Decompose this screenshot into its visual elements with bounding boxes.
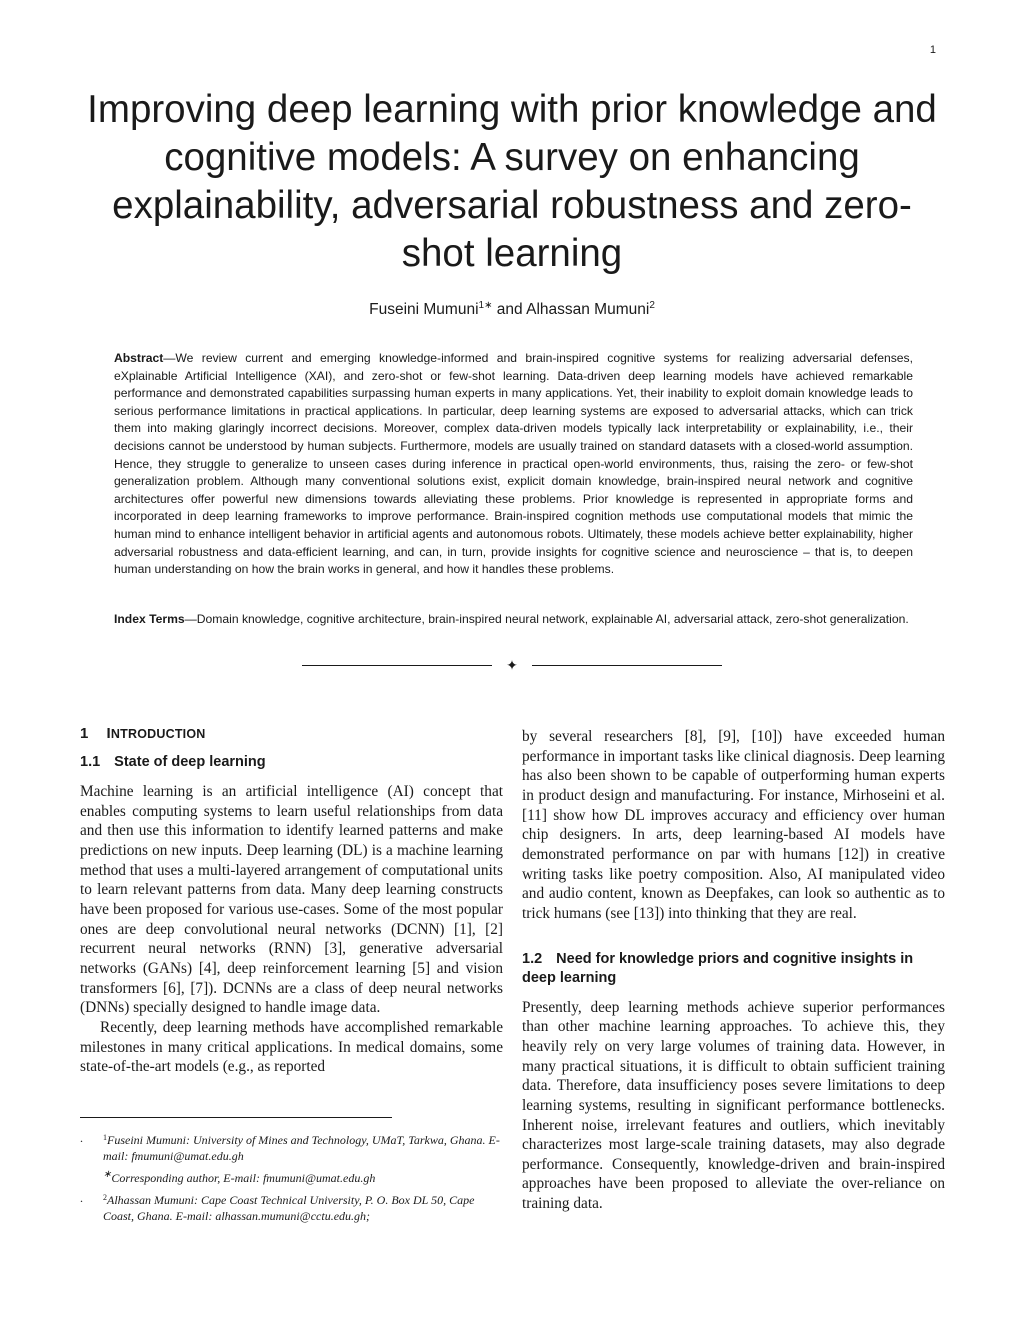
footnote-1 [80,1130,503,1165]
footnote-2 [80,1190,503,1225]
page-number: 1 [929,44,936,56]
author-1-affiliation-mark: 1∗ [478,300,493,311]
subsection-heading-1-1 [80,753,503,772]
section-heading-introduction [80,724,503,744]
footnote-corresponding-text: Corresponding author, E-mail: fmumuni@umat.edu.gh [111,1170,376,1185]
section-title-rest: NTRODUCTION [110,727,206,741]
divider-left-rule [302,665,492,666]
footnote-2-text: Alhassan Mumuni: Cape Coast Technical University, P. O. Box DL 50, Cape Coast, Ghana. E-mail: alhassan.mumuni@cctu.edu.gh; [103,1192,475,1224]
section-number: 1 [80,725,89,742]
subsection-title: State of deep learning [114,754,266,770]
footnote-corresponding [80,1167,503,1186]
divider-star-icon: ✦ [506,658,518,674]
footnotes [80,1130,503,1226]
author-line [0,300,1024,319]
subsection-heading-1-2 [522,950,945,988]
subsection-number: 1.1 [80,754,101,770]
footnote-1-text: Fuseini Mumuni: University of Mines and Technology, UMaT, Tarkwa, Ghana. E-mail: fmumuni@umat.edu.gh [103,1133,500,1164]
abstract-label: Abstract [114,351,164,365]
paragraph-1-1-b: Recently, deep learning methods have accomplished remarkable milestones in many critical applications. In medical domains, some state-of-the-art models (e.g., as reported [80,1018,503,1076]
right-column [522,727,945,1214]
footnote-bullet: . [80,1190,83,1205]
author-joiner: and [492,301,527,318]
section-title-initial: I [106,725,111,742]
subsection-number: 1.2 [522,950,543,967]
index-terms-text: —Domain knowledge, cognitive architecture, brain-inspired neural network, explainable AI, adversarial attack, zero-shot generalization. [184,612,909,626]
subsection-title: Need for knowledge priors and cognitive insights in deep learning [522,950,914,986]
paper-title: Improving deep learning with prior knowledge and cognitive models: A survey on enhancing explainability, adversarial robustness and zero-shot learning [87,88,937,275]
index-terms [114,611,913,629]
paragraph-1-1-a: Machine learning is an artificial intelligence (AI) concept that enables computing systems to learn useful relationships from data and then use this information to identify learned patterns and make predictions on new inputs. Deep learning (DL) is a machine learning method that uses a multi-layered arrangement of computational units to learn relevant patterns from data. Many deep learning constructs have been proposed for various use-cases. Some of the most popular ones are deep convolutional neural networks (DCNN) [1], [2] recurrent neural networks (RNN) [3], generative adversarial networks (GANs) [4], deep reinforcement learning [5] and vision transformers [6], [7]). DCNNs are a class of deep neural networks (DNNs) specially designed to handle image data. [80,783,503,1017]
footnote-bullet: . [80,1131,83,1145]
abstract-text: —We review current and emerging knowledge-informed and brain-inspired cognitive systems for realizing adversarial defenses, eXplainable Artificial Intelligence (XAI), and zero-shot or few-shot learning. Data-driven deep learning models have achieved remarkable performance and demonstrated capabilities surpassing human experts in many applications. Yet, their inability to exploit domain knowledge leads to serious performance limitations in practical applications. In particular, deep learning systems are exposed to adversarial attacks, which can trick them into making glaringly incorrect decisions. Moreover, complex data-driven models typically lack interpretability or explainability, i.e., their decisions cannot be understood by human subjects. Furthermore, models are usually trained on standard datasets with a closed-world assumption. Hence, they struggle to generalize to unseen cases during inference in practical open-world environments, thus, raising the zero- or few-shot generalization problem. Although many conventional solutions exist, explicit domain knowledge, brain-inspired neural network and cognitive architectures offer powerful new dimensions towards alleviating these problems. Prior knowledge is represented in appropriate forms and incorporated in deep learning frameworks to improve performance. Brain-inspired cognition methods use computational models that mimic the human mind to enhance intelligent behavior in artificial agents and autonomous robots. Ultimately, these models achieve better explainability, higher adversarial robustness and data-efficient learning, and can, in turn, provide insights for cognitive science and neuroscience – that is, to deepen human understanding on how the brain works in general, and how it handles these problems. [114,351,913,577]
footnote-1-mark: 1 [103,1133,107,1142]
footnote-corresponding-mark: ∗ [103,1168,112,1180]
author-2-name: Alhassan Mumuni [526,301,650,318]
abstract [114,350,913,579]
paragraph-1-2-a: Presently, deep learning methods achieve superior performances than other machine learning approaches. To achieve this, they heavily rely on very large volumes of training data. However, in many practical situations, it is difficult to obtain sufficient training data. Therefore, data insufficiency poses severe limitations to deep learning systems, resulting in significant performance bottlenecks. Inherent noise, irrelevant features and outliers, which inevitably characterizes most large-scale training datasets, may also degrade performance. Consequently, knowledge-driven and brain-inspired approaches have been proposed to alleviate the over-reliance on training data. [522,998,945,1213]
author-2-affiliation-mark: 2 [649,300,655,311]
footnote-rule [80,1117,392,1118]
author-1-name: Fuseini Mumuni [369,301,479,318]
paragraph-1-1-b-continued: by several researchers [8], [9], [10]) have exceeded human performance in important tasks like clinical diagnosis. Deep learning has also been shown to be capable of outperforming human experts in product design and manufacturing. For instance, Mirhoseini et al. [11] show how DL improves accuracy and efficiency over human chip designers. In arts, deep learning-based AI models have demonstrated performance on par with humans [12]) in creative writing tasks like poetry composition. Also, AI manipulated video and audio content, known as Deepfakes, can look so authentic as to trick humans (see [13]) into thinking that they are real. [522,728,945,922]
footnote-2-mark: 2 [103,1192,107,1202]
divider-right-rule [532,665,722,666]
left-column [80,724,503,1077]
index-terms-label: Index Terms [114,612,185,626]
section-divider [302,656,722,676]
